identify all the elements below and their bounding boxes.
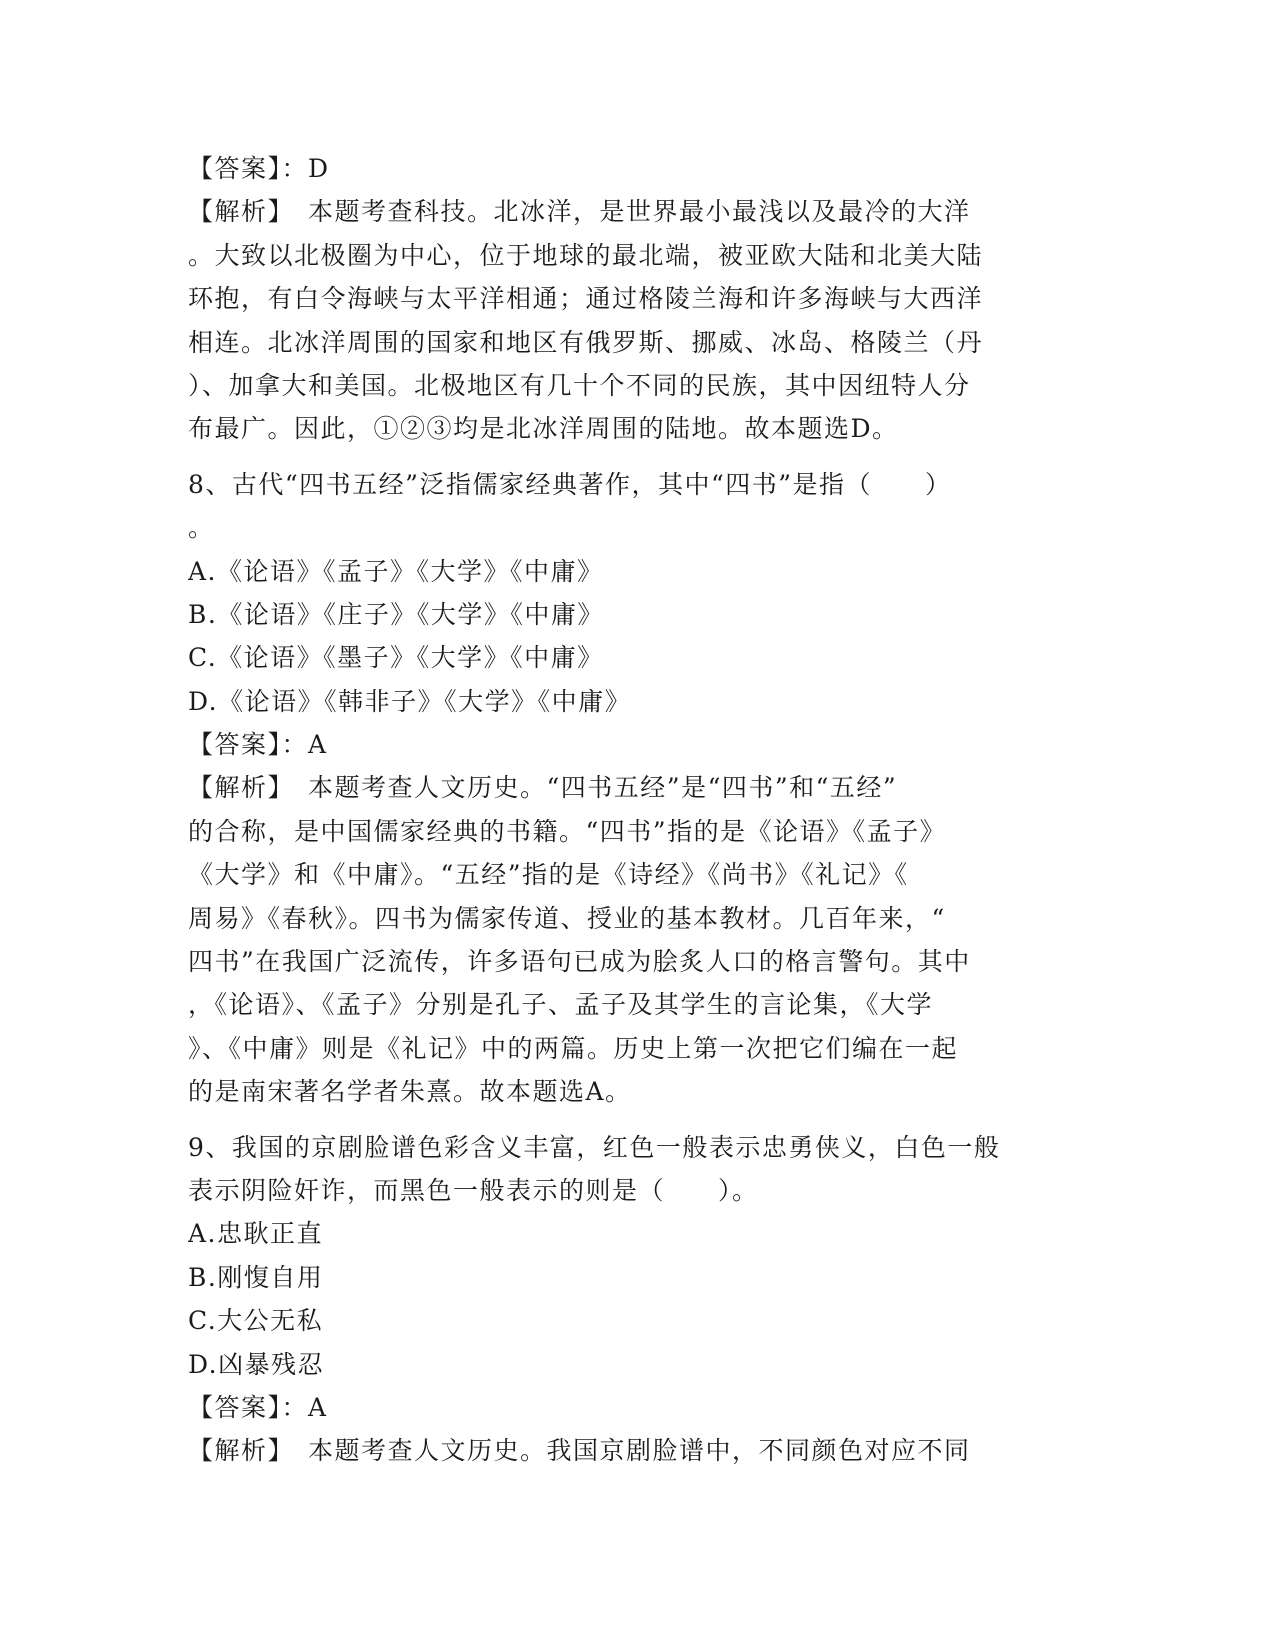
option-a: A.忠耿正直 [188,1219,324,1249]
stem-line: 8、古代“四书五经”泛指儒家经典著作，其中“四书”是指（ ） [188,469,952,499]
q7-answer: 【答案】：D [188,154,330,183]
q7-analysis [188,190,1083,450]
stem-line: 。 [188,513,215,543]
analysis-line: 【解析】 本题考查人文历史。“四书五经”是“四书”和“五经” [188,773,898,803]
analysis-line: 布最广。因此，①②③均是北冰洋周围的陆地。故本题选D。 [188,414,899,444]
analysis-line: 环抱，有白令海峡与太平洋相通；通过格陵兰海和许多海峡与大西洋 [188,284,984,314]
q8-stem [188,463,1083,550]
stem-line: 9、我国的京剧脸谱色彩含义丰富，红色一般表示忠勇侠义，白色一般 [188,1132,1001,1162]
analysis-line: 【解析】 本题考查人文历史。我国京剧脸谱中，不同颜色对应不同 [188,1436,971,1466]
q8-options [188,550,1083,724]
analysis-line: ，《论语》、《孟子》分别是孔子、孟子及其学生的言论集，《大学 [188,990,934,1020]
analysis-line: ）、加拿大和美国。北极地区有几十个不同的民族，其中因纽特人分 [188,370,971,400]
analysis-line: 四书”在我国广泛流传，许多语句已成为脍炙人口的格言警句。其中 [188,947,971,977]
spacer [188,1114,1083,1126]
option-a: A.《论语》《孟子》《大学》《中庸》 [188,556,604,586]
option-c: C.大公无私 [188,1306,324,1336]
option-c: C.《论语》《墨子》《大学》《中庸》 [188,643,604,673]
analysis-line: 《大学》和《中庸》。“五经”指的是《诗经》《尚书》《礼记》《 [188,860,909,890]
q8-answer: 【答案】：A [188,730,328,760]
document-page [188,147,1083,1473]
q9-answer: 【答案】：A [188,1392,328,1422]
stem-line: 表示阴险奸诈，而黑色一般表示的则是（ ）。 [188,1175,759,1205]
analysis-line: 的是南宋著名学者朱熹。故本题选A。 [188,1077,632,1107]
spacer [188,451,1083,463]
q9-options [188,1212,1083,1386]
analysis-line: 周易》《春秋》。四书为儒家传道、授业的基本教材。几百年来，“ [188,903,946,933]
option-d: D.《论语》《韩非子》《大学》《中庸》 [188,686,632,716]
analysis-line: 相连。北冰洋周围的国家和地区有俄罗斯、挪威、冰岛、格陵兰（丹 [188,327,984,357]
analysis-line: 。大致以北极圈为中心，位于地球的最北端，被亚欧大陆和北美大陆 [188,240,984,270]
analysis-line: 的合称，是中国儒家经典的书籍。“四书”指的是《论语》《孟子》 [188,816,947,846]
q8-analysis [188,766,1083,1113]
q9-analysis [188,1429,1083,1472]
analysis-line: 》、《中庸》则是《礼记》中的两篇。历史上第一次把它们编在一起 [188,1033,959,1063]
option-d: D.凶暴残忍 [188,1349,325,1379]
analysis-line: 【解析】 本题考查科技。北冰洋，是世界最小最浅以及最冷的大洋 [188,197,971,227]
q9-stem [188,1126,1083,1213]
option-b: B.刚愎自用 [188,1262,324,1292]
option-b: B.《论语》《庄子》《大学》《中庸》 [188,599,604,629]
